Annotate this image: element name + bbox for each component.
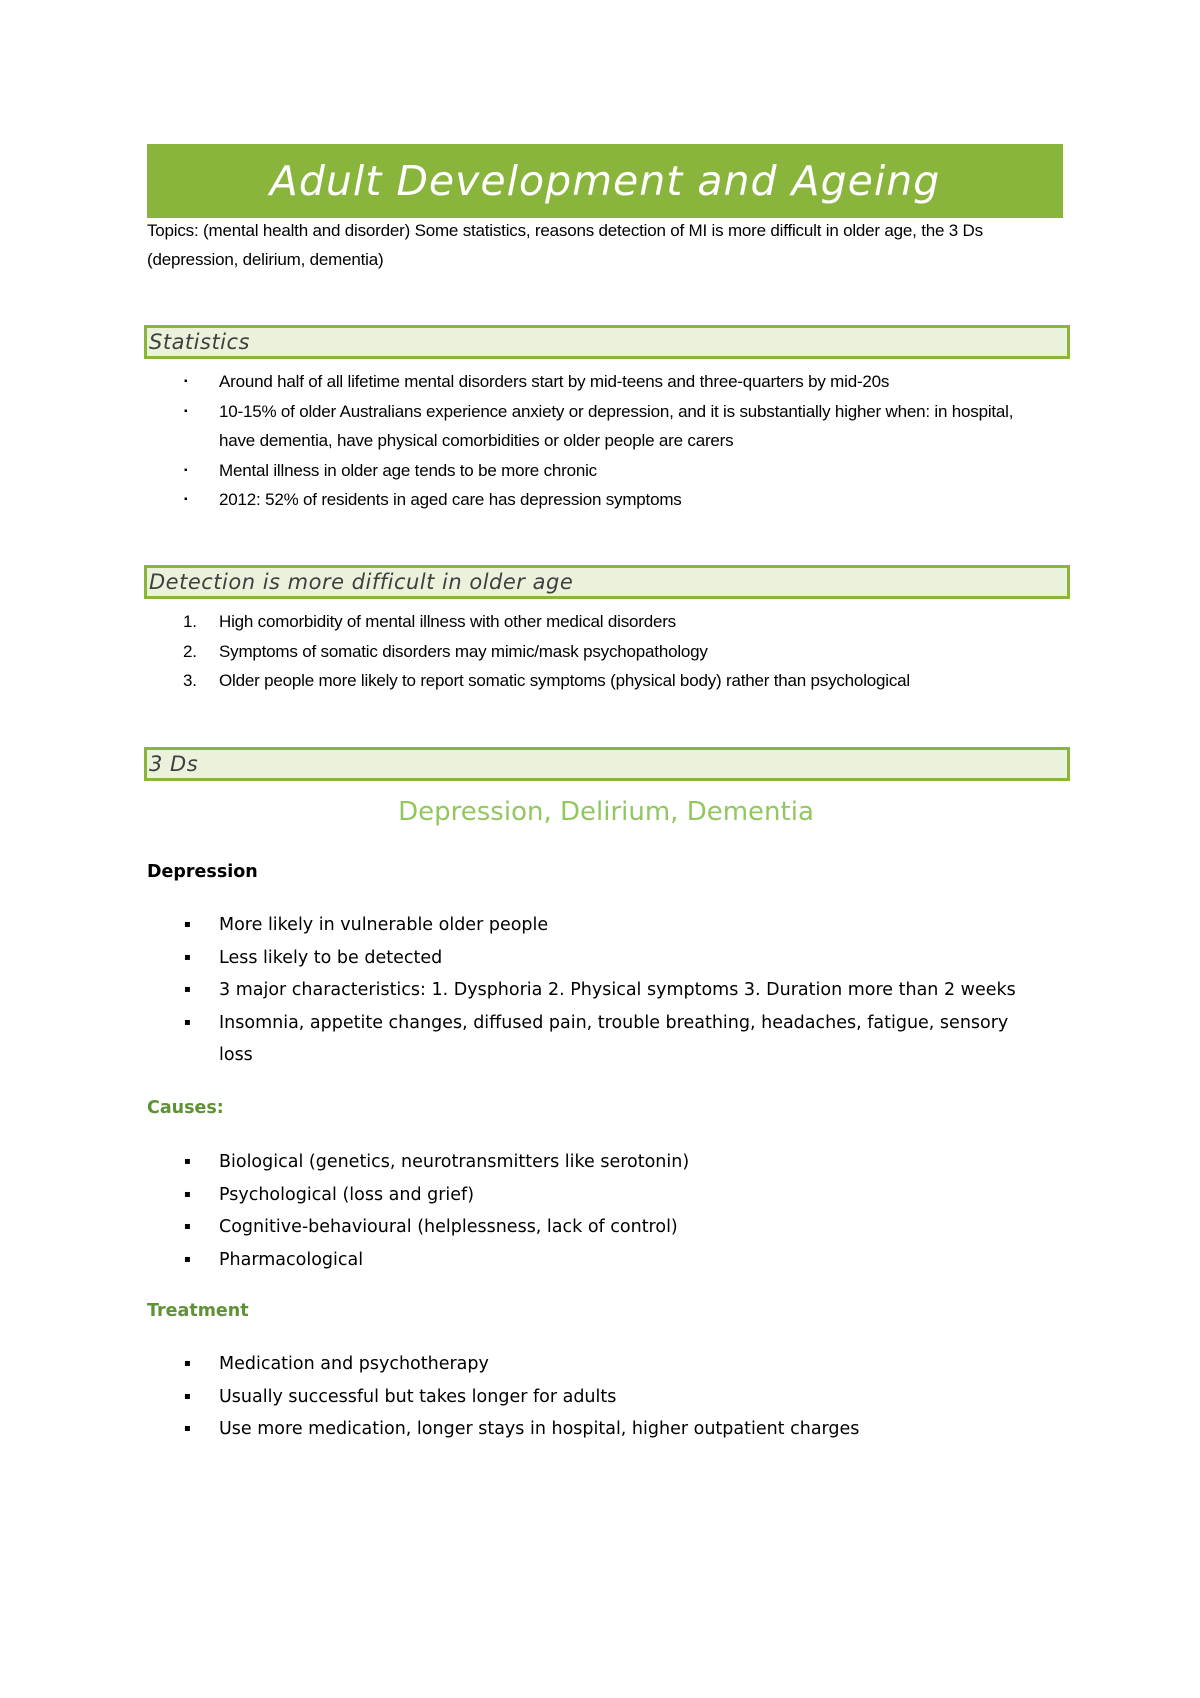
list-item: ▪ Less likely to be detected: [147, 942, 1047, 975]
bullet-icon: ▪: [184, 1390, 191, 1402]
list-item: 3. Older people more likely to report somatic symptoms (physical body) rather than psychological: [183, 671, 910, 690]
treatment-list: [147, 1348, 1047, 1446]
section-heading-3ds: 3 Ds: [144, 747, 1070, 781]
causes-label: Causes:: [147, 1098, 224, 1118]
bullet-icon: ▪: [184, 1221, 191, 1232]
section-heading-statistics: Statistics: [144, 325, 1070, 359]
list-item: 2. Symptoms of somatic disorders may mimic/mask psychopathology: [183, 641, 708, 661]
list-item: ▪ 2012: 52% of residents in aged care has depression symptoms: [147, 485, 1047, 515]
statistics-list: [147, 367, 1047, 515]
list-item: ▪ More likely in vulnerable older people: [147, 909, 1047, 942]
list-item: ▪ Pharmacological: [147, 1244, 1047, 1277]
detection-list: [147, 607, 1047, 696]
list-item: ▪ Biological (genetics, neurotransmitters like serotonin): [147, 1146, 1047, 1179]
topics-paragraph: Topics: (mental health and disorder) Some statistics, reasons detection of MI is more difficult in older age, the 3 Ds (depression, delirium, dementia): [147, 221, 983, 269]
treatment-label: Treatment: [147, 1301, 249, 1321]
bullet-icon: ▪: [184, 494, 188, 505]
depression-list: [147, 909, 1047, 1072]
list-item: ▪ 3 major characteristics: 1. Dysphoria 2. Physical symptoms 3. Duration more than 2 weeks: [147, 974, 1047, 1007]
list-item: ▪ Usually successful but takes longer for adults: [147, 1381, 1047, 1414]
bullet-icon: ▪: [184, 405, 188, 417]
list-item: ▪ Medication and psychotherapy: [147, 1348, 1047, 1381]
document-title: Adult Development and Ageing: [147, 144, 1063, 218]
depression-label: Depression: [147, 862, 258, 882]
bullet-icon: ▪: [184, 1156, 191, 1167]
bullet-icon: ▪: [184, 1253, 191, 1265]
bullet-icon: ▪: [184, 376, 188, 387]
list-item: ▪ Cognitive-behavioural (helplessness, lack of control): [147, 1211, 1047, 1244]
bullet-icon: ▪: [184, 1016, 191, 1028]
bullet-icon: ▪: [184, 1188, 191, 1200]
list-item: 1. High comorbidity of mental illness with other medical disorders: [183, 612, 676, 631]
list-item: ▪ Around half of all lifetime mental disorders start by mid-teens and three-quarters by mid-20s: [147, 367, 1047, 397]
3ds-subtitle: Depression, Delirium, Dementia: [398, 797, 814, 827]
list-item: ▪ Mental illness in older age tends to be more chronic: [147, 456, 1047, 486]
bullet-icon: ▪: [184, 464, 188, 476]
list-item: ▪ Insomnia, appetite changes, diffused pain, trouble breathing, headaches, fatigue, sensory loss: [147, 1007, 1047, 1072]
bullet-icon: ▪: [184, 951, 191, 963]
bullet-icon: ▪: [184, 1423, 191, 1434]
section-heading-detection: Detection is more difficult in older age: [144, 565, 1070, 599]
list-item: ▪ Psychological (loss and grief): [147, 1179, 1047, 1212]
bullet-icon: ▪: [184, 1358, 191, 1369]
bullet-icon: ▪: [184, 984, 191, 995]
list-item: ▪ 10-15% of older Australians experience anxiety or depression, and it is substantially higher when: in hospital, have dementia, have physical comorbidities or older people are carers: [147, 397, 1047, 456]
list-item: ▪ Use more medication, longer stays in hospital, higher outpatient charges: [147, 1413, 1047, 1446]
causes-list: [147, 1146, 1047, 1276]
bullet-icon: ▪: [184, 919, 191, 930]
